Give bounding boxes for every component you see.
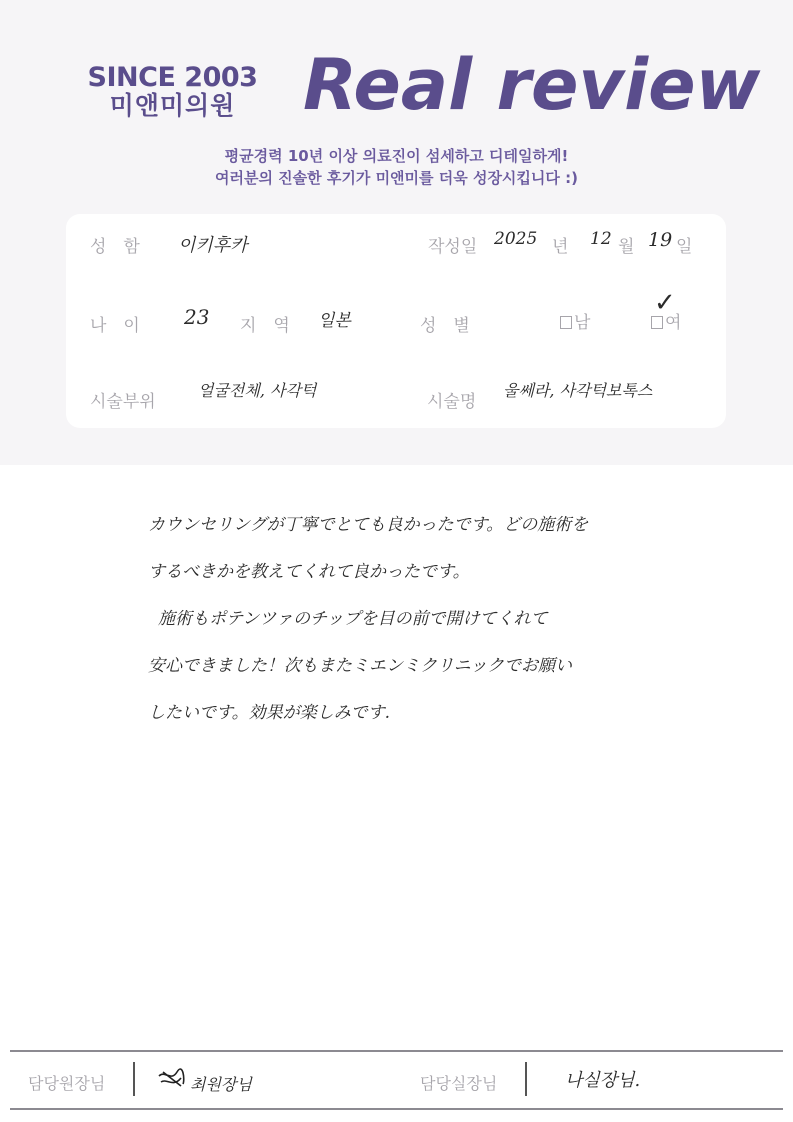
treatment-area-label: 시술부위: [90, 392, 156, 412]
day-field[interactable]: 19: [648, 229, 673, 251]
year-field[interactable]: 2025: [494, 229, 538, 249]
tagline: [0, 145, 793, 189]
month-field[interactable]: 12: [590, 229, 612, 249]
footer-divider: [133, 1062, 135, 1096]
review-line: したいです。効果が楽しみです.: [148, 703, 391, 723]
month-unit: 월: [618, 237, 635, 257]
review-line: 安心できました！次もまたミエンミクリニックでお願い: [148, 656, 572, 676]
day-unit: 일: [676, 237, 693, 257]
checkbox-male[interactable]: [560, 316, 572, 329]
manager-field[interactable]: 나실장님.: [565, 1070, 641, 1091]
signature-scribble-icon: [157, 1068, 187, 1090]
date-label: 작성일: [428, 237, 478, 257]
footer-divider: [525, 1062, 527, 1096]
footer-top-rule: [10, 1050, 783, 1052]
treatment-area-field[interactable]: 얼굴전체, 사각턱: [198, 381, 317, 400]
procedure-field[interactable]: 울쎄라, 사각턱보톡스: [503, 381, 653, 400]
director-field[interactable]: 최원장님: [190, 1075, 252, 1094]
region-label: 지 역: [240, 316, 290, 336]
gender-male-option[interactable]: [560, 308, 590, 333]
review-text[interactable]: [148, 502, 688, 737]
gender-male-label: 남: [574, 313, 591, 333]
region-field[interactable]: 일본: [318, 311, 351, 331]
clinic-name: 미앤미의원: [109, 91, 236, 120]
age-label: 나 이: [90, 316, 140, 336]
review-line: するべきかを教えてくれて良かったです。: [148, 562, 470, 582]
since-badge: [80, 64, 265, 118]
footer-bottom-rule: [10, 1108, 783, 1110]
since-year: SINCE 2003: [87, 62, 258, 93]
gender-label: 성 별: [420, 316, 470, 336]
tagline-line-1: 평균경력 10년 이상 의료진이 섬세하고 디테일하게!: [224, 147, 569, 165]
year-unit: 년: [552, 237, 569, 257]
page-title: Real review: [303, 44, 761, 126]
age-field[interactable]: 23: [184, 305, 210, 329]
gender-female-label: 여: [665, 313, 682, 333]
manager-label: 담당실장님: [420, 1074, 498, 1093]
director-label: 담당원장님: [28, 1074, 106, 1093]
review-line: 施術もポテンツァのチップを目の前で開けてくれて: [158, 609, 548, 629]
name-field[interactable]: 이키후카: [178, 235, 248, 256]
procedure-label: 시술명: [427, 392, 477, 412]
name-label: 성 함: [90, 237, 140, 257]
checkmark-icon: ✓: [654, 288, 676, 318]
tagline-line-2: 여러분의 진솔한 후기가 미앤미를 더욱 성장시킵니다 :): [215, 169, 578, 187]
review-line: カウンセリングが丁寧でとても良かったです。どの施術を: [148, 515, 589, 535]
